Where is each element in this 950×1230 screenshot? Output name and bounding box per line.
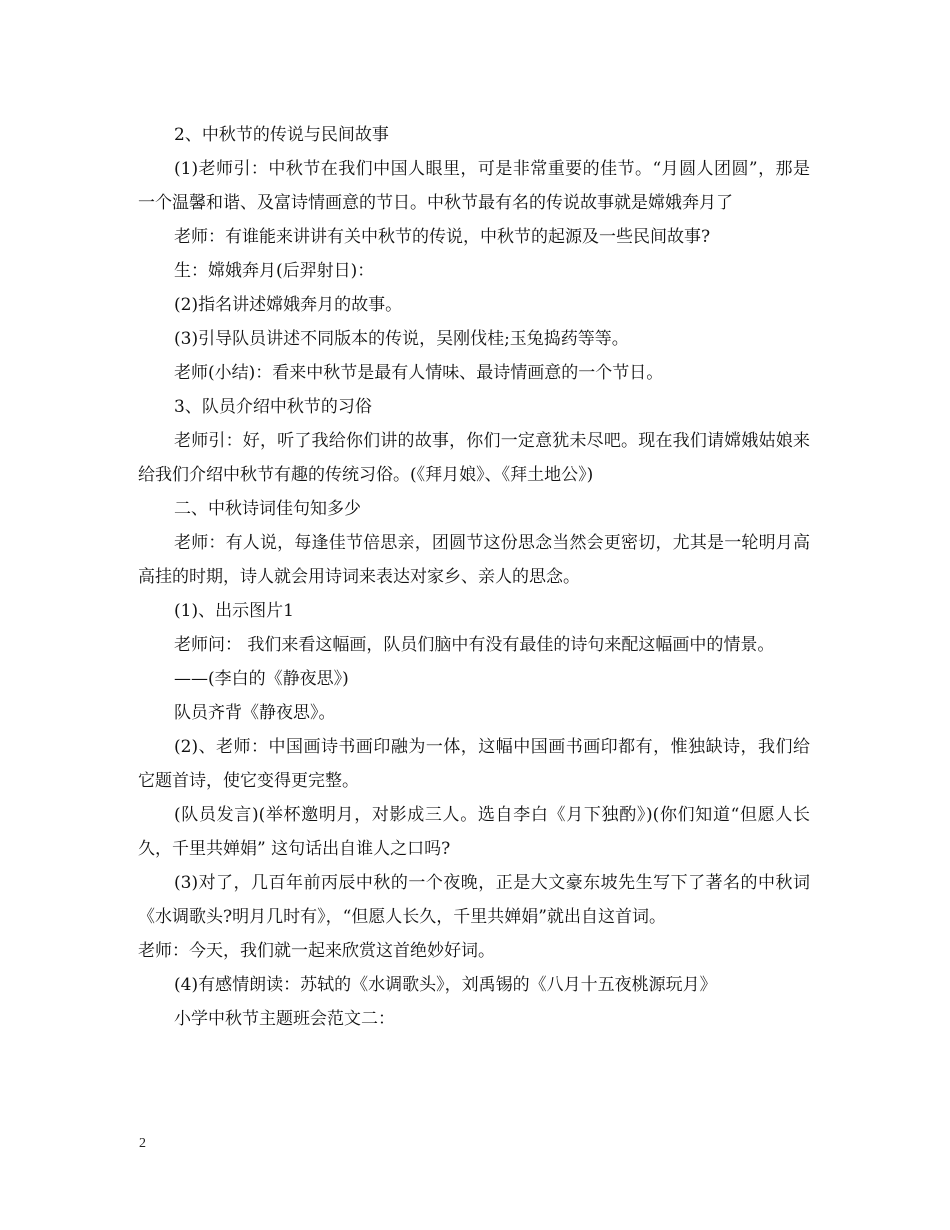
paragraph: (3)对了，几百年前丙辰中秋的一个夜晚，正是大文豪东坡先生写下了著名的中秋词《水调歌头?明月几时有》，“但愿人长久，千里共婵娟”就出自这首词。 <box>138 873 810 927</box>
paragraph: ——(李白的《静夜思》) <box>174 669 349 689</box>
paragraph: (队员发言)(举杯邀明月，对影成三人。选自李白《月下独酌》)(你们知道“但愿人长久，千里共婵娟” 这句话出自谁人之口吗? <box>138 805 810 859</box>
paragraph: 老师(小结)：看来中秋节是最有人情味、最诗情画意的一个节日。 <box>174 363 664 383</box>
paragraph: (4)有感情朗读：苏轼的《水调歌头》，刘禹锡的《八月十五夜桃源玩月》 <box>174 975 717 995</box>
paragraph: (2)、老师：中国画诗书画印融为一体，这幅中国画书画印都有，惟独缺诗，我们给它题首诗，使它变得更完整。 <box>138 737 810 791</box>
section-heading: 2、中秋节的传说与民间故事 <box>174 125 389 145</box>
paragraph: 队员齐背《静夜思》。 <box>174 703 336 723</box>
paragraph: (3)引导队员讲述不同版本的传说，吴刚伐桂;玉兔捣药等等。 <box>174 329 629 349</box>
document-body <box>138 118 810 1036</box>
paragraph: 老师引：好，听了我给你们讲的故事，你们一定意犹未尽吧。现在我们请嫦娥姑娘来给我们介绍中秋节有趣的传统习俗。(《拜月娘》、《拜土地公》) <box>138 431 810 485</box>
paragraph: (1)、出示图片1 <box>174 601 294 621</box>
paragraph: 老师：今天，我们就一起来欣赏这首绝妙好词。 <box>138 941 495 961</box>
section-heading: 3、队员介绍中秋节的习俗 <box>174 397 372 417</box>
paragraph: (1)老师引：中秋节在我们中国人眼里，可是非常重要的佳节。“月圆人团圆”，那是一个温馨和谐、及富诗情画意的节日。中秋节最有名的传说故事就是嫦娥奔月了 <box>138 159 810 213</box>
paragraph: 老师问： 我们来看这幅画，队员们脑中有没有最佳的诗句来配这幅画中的情景。 <box>174 635 775 655</box>
page-number: 2 <box>139 1136 146 1151</box>
paragraph: 老师：有人说，每逢佳节倍思亲，团圆节这份思念当然会更密切，尤其是一轮明月高高挂的时期，诗人就会用诗词来表达对家乡、亲人的思念。 <box>138 533 810 587</box>
paragraph: 小学中秋节主题班会范文二： <box>174 1009 395 1029</box>
paragraph: 生：嫦娥奔月(后羿射日)： <box>174 261 375 281</box>
section-heading: 二、中秋诗词佳句知多少 <box>174 499 361 519</box>
paragraph: (2)指名讲述嫦娥奔月的故事。 <box>174 295 403 315</box>
paragraph: 老师：有谁能来讲讲有关中秋节的传说，中秋节的起源及一些民间故事? <box>174 227 711 247</box>
